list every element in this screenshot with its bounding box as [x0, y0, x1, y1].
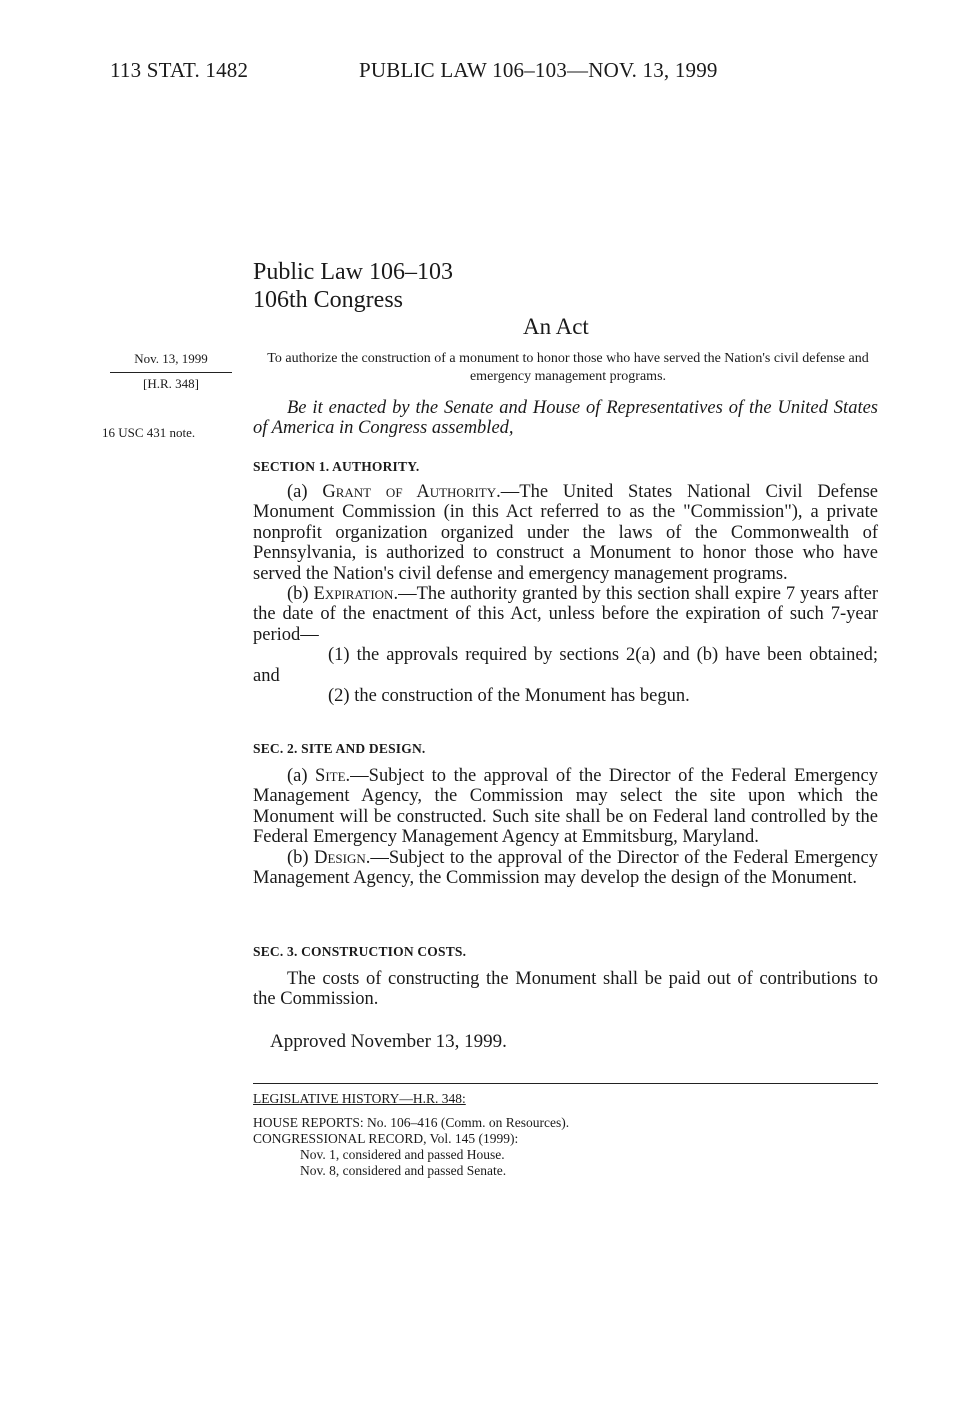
- margin-divider: [110, 372, 232, 373]
- history-entry: Nov. 8, considered and passed Senate.: [300, 1163, 507, 1178]
- congress-number: 106th Congress: [253, 287, 403, 313]
- margin-usc-note: 16 USC 431 note.: [102, 425, 196, 440]
- congressional-record: CONGRESSIONAL RECORD, Vol. 145 (1999):: [253, 1131, 519, 1146]
- section-2-body: [253, 766, 878, 888]
- running-title: PUBLIC LAW 106–103—NOV. 13, 1999: [359, 58, 718, 82]
- history-divider: [253, 1083, 878, 1084]
- history-entry: Nov. 1, considered and passed House.: [300, 1147, 505, 1162]
- approval-date: Approved November 13, 1999.: [270, 1031, 507, 1052]
- public-law-number: Public Law 106–103: [253, 259, 453, 285]
- section-1-item-2: (2) the construction of the Monument has begun.: [328, 686, 690, 707]
- title-block: [253, 258, 453, 314]
- section-2-subsection-a: (a) Site.—Subject to the approval of the Director of the Federal Emergency Management Agency, the Commission may select the site upon which the Monument will be constructed. Such site shall be on Federal land controlled by the Federal Emergency Management Agency at Emmitsburg, Maryland.: [253, 766, 878, 848]
- section-1-body: [253, 482, 878, 706]
- margin-bill-number: [H.R. 348]: [143, 376, 199, 391]
- stat-page-number: 113 STAT. 1482: [110, 58, 249, 82]
- section-2-heading: SEC. 2. SITE AND DESIGN.: [253, 741, 426, 756]
- section-1-item-1: (1) the approvals required by sections 2(a) and (b) have been obtained; and: [253, 645, 878, 686]
- section-3-heading: SEC. 3. CONSTRUCTION COSTS.: [253, 944, 467, 959]
- act-purpose: To authorize the construction of a monument to honor those who have served the Nation's civil defense and emergency management programs.: [267, 351, 869, 384]
- section-3-text: The costs of constructing the Monument shall be paid out of contributions to the Commission.: [253, 969, 878, 1010]
- enacting-clause: Be it enacted by the Senate and House of Representatives of the United States of America in Congress assembled,: [253, 398, 878, 439]
- margin-date: Nov. 13, 1999: [134, 351, 208, 366]
- an-act-label: An Act: [523, 314, 589, 339]
- section-1-subsection-a: (a) Grant of Authority.—The United States National Civil Defense Monument Commission (in this Act referred to as the "Commission"), a private nonprofit organization organized under the laws of the Commonwealth of Pennsylvania, is authorized to construct a Monument to honor those who have served the Nation's civil defense and emergency management programs.: [253, 482, 878, 584]
- section-2-subsection-b: (b) Design.—Subject to the approval of the Director of the Federal Emergency Management Agency, the Commission may develop the design of the Monument.: [253, 847, 878, 889]
- legislative-history-title: LEGISLATIVE HISTORY—H.R. 348:: [253, 1091, 466, 1106]
- section-1-heading: SECTION 1. AUTHORITY.: [253, 459, 420, 474]
- house-reports: HOUSE REPORTS: No. 106–416 (Comm. on Resources).: [253, 1115, 570, 1130]
- section-1-subsection-b: (b) Expiration.—The authority granted by this section shall expire 7 years after the date of the enactment of this Act, unless before the expiration of such 7-year period—: [253, 584, 878, 645]
